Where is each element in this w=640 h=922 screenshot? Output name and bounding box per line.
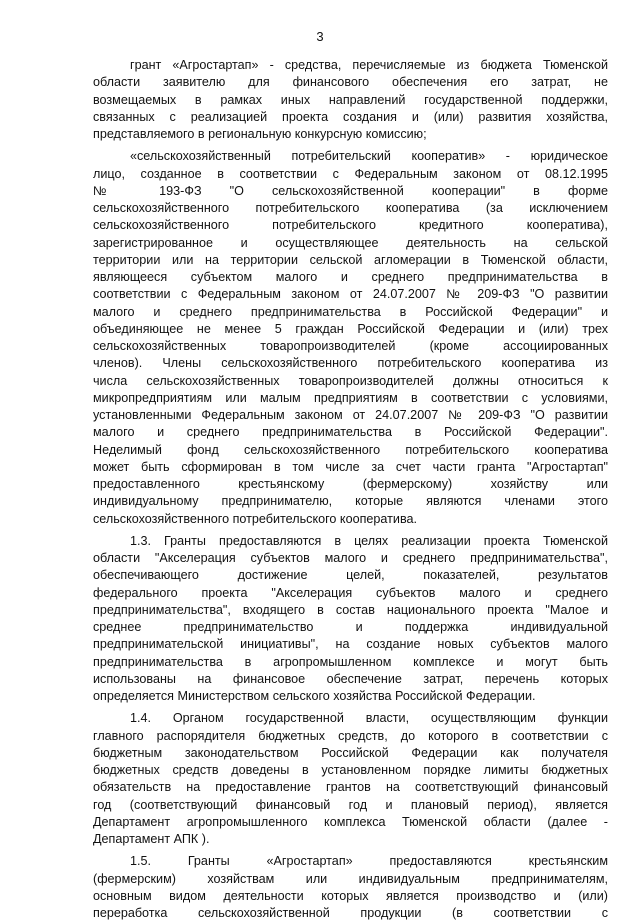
text-line: бюджетным законодательством Российской Федерации как получателя xyxy=(93,745,608,760)
text-line: Департамент АПК ). xyxy=(93,832,210,846)
text-line: «сельскохозяйственный потребительский кооператив» - юридическое xyxy=(130,149,608,164)
text-line: области заявителю для финансового обеспечения его затрат, не xyxy=(93,75,608,90)
text-line: зарегистрированное и осуществляющее деятельность на сельской xyxy=(93,235,608,250)
text-line: обеспечивающего достижение целей, показателей, результатов xyxy=(93,568,608,583)
text-line: 1.3. Гранты предоставляются в целях реализации проекта Тюменской xyxy=(130,533,608,548)
text-line: среднее предпринимательство и поддержка индивидуальной xyxy=(93,620,608,634)
text-line: сельскохозяйственного потребительского кооператива (за исключением xyxy=(93,201,608,215)
text-line: сельскохозяйственного потребительского кооператива. xyxy=(93,511,417,526)
text-line: связанных с реализацией проекта создания и (или) развития хозяйства, xyxy=(93,109,608,124)
text-line: объединяющее не менее 5 граждан Российской Федерации и (или) трех xyxy=(93,321,608,336)
text-line: переработка сельскохозяйственной продукции (в соответствии с xyxy=(93,906,608,920)
text-line: год (соответствующий финансовый год и плановый период), является xyxy=(93,797,608,812)
text-line: 1.5. Гранты «Агростартап» предоставляются крестьянским xyxy=(130,854,608,869)
text-line: грант «Агростартап» - средства, перечисляемые из бюджета Тюменской xyxy=(130,58,608,72)
text-line: основным видом деятельности которых является производство и (или) xyxy=(93,888,608,903)
text-line: соответствии с Федеральным законом от 24.07.2007 № 209-ФЗ "О развитии xyxy=(93,287,608,302)
text-line: (фермерским) хозяйствам или индивидуальным предпринимателям, xyxy=(93,871,608,886)
text-line: главного распорядителя бюджетных средств, до которого в соответствии с xyxy=(93,728,608,743)
text-line: предпринимательства в агропромышленном комплексе и могут быть xyxy=(93,654,608,669)
text-line: лицо, созданное в соответствии с Федеральным законом от 08.12.1995 xyxy=(93,166,608,181)
text-line: территории или на территории сельской агломерации в Тюменской области, xyxy=(93,252,608,267)
text-line: сельскохозяйственных товаропроизводителей (кроме ассоциированных xyxy=(93,339,608,353)
text-line: являющееся субъектом малого и среднего предпринимательства в xyxy=(93,270,608,284)
text-line: Департамент агропромышленного комплекса Тюменской области (далее - xyxy=(93,814,608,829)
text-line: числа сельскохозяйственных товаропроизводителей должны относиться к xyxy=(93,373,608,388)
text-line: индивидуальному предпринимателю, которые являются членами этого xyxy=(93,494,608,509)
text-line: возмещаемых в рамках иных направлений государственной поддержки, xyxy=(93,92,608,107)
document-body xyxy=(93,57,608,922)
text-line: 1.4. Органом государственной власти, осуществляющим функции xyxy=(130,711,608,726)
text-line: предоставленного крестьянскому (фермерскому) хозяйству или xyxy=(93,477,608,491)
text-line: установленными Федеральным законом от 24.07.2007 № 209-ФЗ "О развитии xyxy=(93,408,608,422)
text-line: области "Акселерация субъектов малого и среднего предпринимательства", xyxy=(93,551,608,565)
text-line: предпринимательской инициативы", на создание новых субъектов малого xyxy=(93,637,608,652)
text-line: малого и среднего предпринимательства в Российской Федерации". xyxy=(93,425,608,440)
text-line: Неделимый фонд сельскохозяйственного потребительского кооператива xyxy=(93,442,608,457)
text-line: представляемого в региональную конкурсную комиссию; xyxy=(93,127,427,141)
text-line: № 193-ФЗ "О сельскохозяйственной кооперации" в форме xyxy=(93,183,608,198)
text-line: предпринимательства", входящего в состав национального проекта "Малое и xyxy=(93,602,608,617)
text-line: бюджетных средств доведены в установленном порядке лимиты бюджетных xyxy=(93,763,608,777)
text-line: обязательств на предоставление грантов на соответствующий финансовый xyxy=(93,780,608,795)
text-line: может быть сформирован в том числе за счет части гранта "Агростартап" xyxy=(93,459,608,474)
text-line: определяется Министерством сельского хозяйства Российской Федерации. xyxy=(93,689,536,703)
text-line: сельскохозяйственного потребительского кредитного кооператива), xyxy=(93,218,608,233)
page-number: 3 xyxy=(316,29,324,44)
text-line: малого и среднего предпринимательства в Российской Федерации" и xyxy=(93,304,608,319)
text-line: микропредприятиям или малым предприятиям в соответствии с условиями, xyxy=(93,390,608,405)
text-line: использованы на финансовое обеспечение затрат, перечень которых xyxy=(93,671,608,686)
text-line: членов). Члены сельскохозяйственного потребительского кооператива из xyxy=(93,356,608,371)
text-line: федерального проекта "Акселерация субъектов малого и среднего xyxy=(93,585,608,600)
